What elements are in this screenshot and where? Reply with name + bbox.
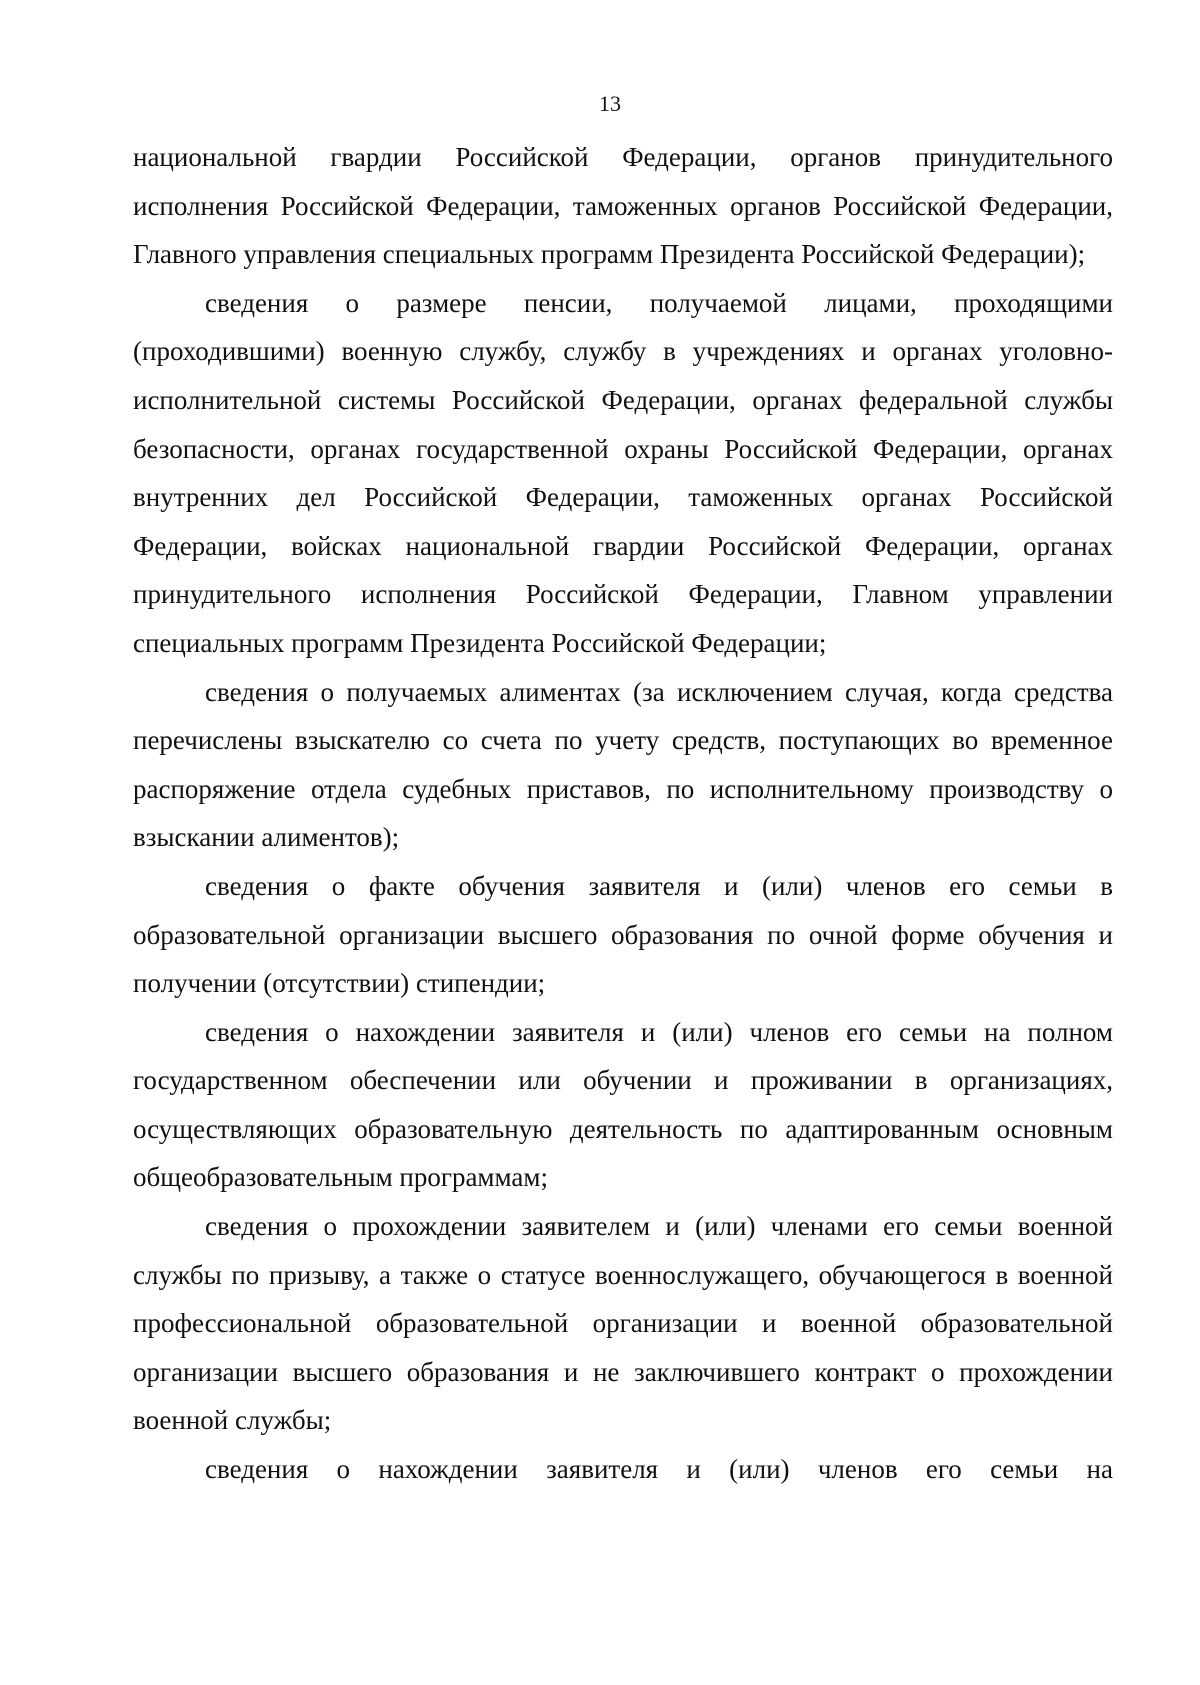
- paragraph-alimony-info: сведения о получаемых алиментах (за исключением случая, когда средства перечислены взыскателю со счета по учету средств, поступающих во временное распоряжение отдела судебных приставов, по исполнительному производству о взыскании алиментов);: [133, 676, 1113, 853]
- paragraph-residence-info: сведения о нахождении заявителя и (или) членов его семьи на: [205, 1454, 1113, 1485]
- paragraph-pension-info: сведения о размере пенсии, получаемой лицами, проходящими (проходившими) военную службу, службу в учреждениях и органах уголовно-исполнительной системы Российской Федерации, органах федеральной службы безопасности, органах государственной охраны Российской Федерации, органах внутренних дел Российской Федерации, таможенных органах Российской Федерации, войсках национальной гвардии Российской Федерации, органах принудительного исполнения Российской Федерации, Главном управлении специальных программ Президента Российской Федерации;: [133, 287, 1113, 658]
- paragraph-military-service-info: сведения о прохождении заявителем и (или) членами его семьи военной службы по призыву, а также о статусе военнослужащего, обучающегося в военной профессиональной образовательной организации и военной образовательной организации высшего образования и не заключившего контракт о прохождении военной службы;: [133, 1211, 1113, 1436]
- page-number: 13: [599, 91, 621, 116]
- paragraph-state-support-info: сведения о нахождении заявителя и (или) членов его семьи на полном государственном обеспечении или обучении и проживании в организациях, осуществляющих образовательную деятельность по адаптированным основным общеобразовательным программам;: [133, 1016, 1113, 1193]
- paragraph-education-info: сведения о факте обучения заявителя и (или) членов его семьи в образовательной организации высшего образования по очной форме обучения и получении (отсутствии) стипендии;: [133, 870, 1113, 999]
- document-body: [133, 133, 1113, 1494]
- paragraph-continuation: национальной гвардии Российской Федерации, органов принудительного исполнения Российской Федерации, таможенных органов Российской Федерации, Главного управления специальных программ Президента Российской Федерации);: [133, 142, 1113, 270]
